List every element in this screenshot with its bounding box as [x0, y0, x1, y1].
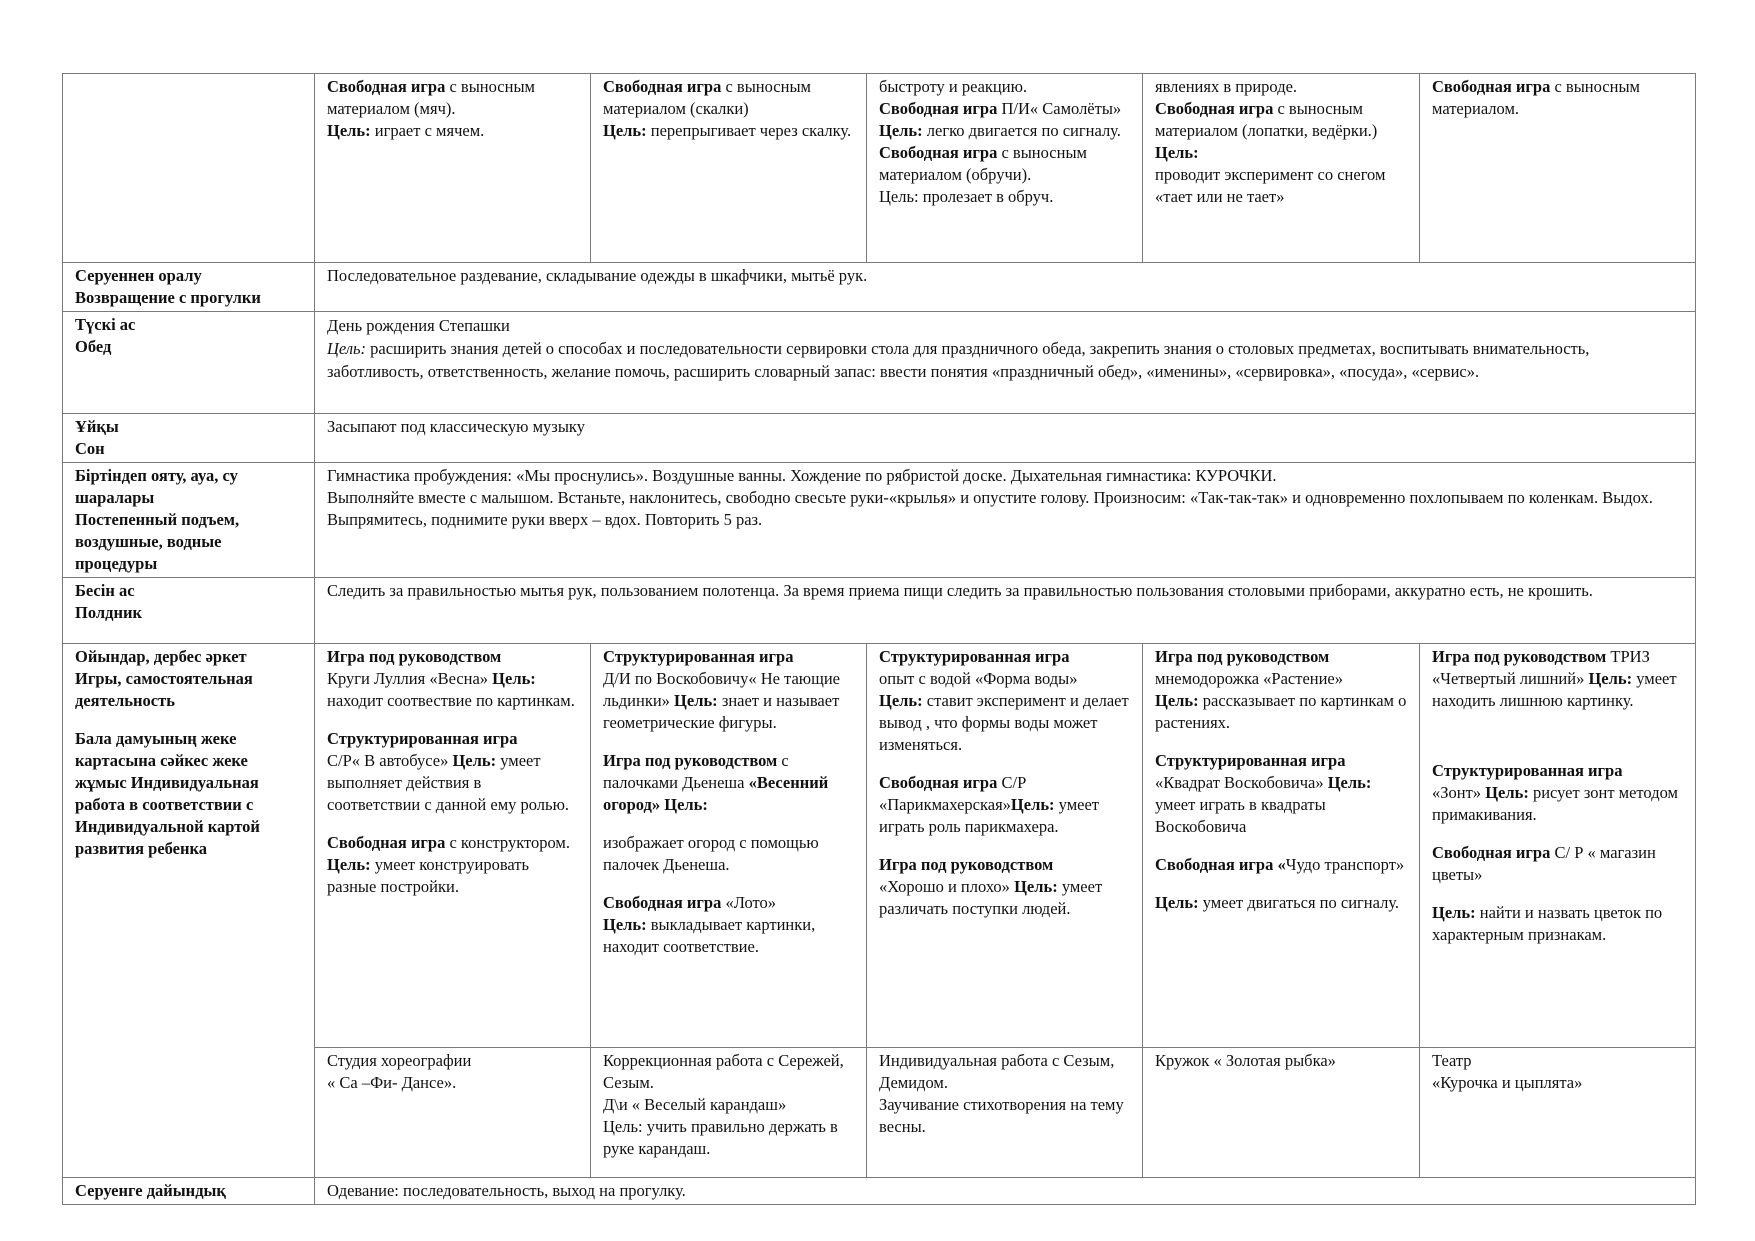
activity-text: ТРИЗ «Четвертый лишний» [1432, 647, 1650, 688]
cell-walk-mon [315, 74, 591, 263]
activity-text: Д\и « Веселый карандаш» [603, 1095, 787, 1114]
activity-type: Свободная игра [879, 773, 998, 792]
activity-text: с конструктором. [445, 833, 571, 852]
row-label-empty [63, 74, 315, 263]
goal-label: Цель: [879, 691, 923, 710]
cell-indiv-wed [867, 1048, 1143, 1178]
row-walk-continued [63, 74, 1696, 263]
activity-text: с выносным материалом (лопатки, ведёрки.) [1155, 99, 1378, 140]
goal-label: Цель: [492, 669, 536, 688]
goal-label: Цель: [327, 121, 371, 140]
goal-text: расширить знания детей о способах и последовательности сервировки стола для праздничного обеда, закрепить знания о столовых предметах, воспитывать внимательность, заботливость, ответственность, желание помочь, расширить словарный запас: ввести понятия «праздничный обед», «именины», «сервировка», «посуда», «сервис». [327, 339, 1590, 381]
row-content [315, 1178, 1696, 1205]
goal-text: ставит эксперимент и делает вывод , что формы воды может изменяться. [879, 691, 1129, 754]
activity-type: Свободная игра [1432, 77, 1551, 96]
activity-type: Структурированная игра [327, 729, 518, 748]
activity-text: опыт с водой «Форма воды» [879, 669, 1078, 688]
label-kazakh: Түскі ас [75, 315, 136, 334]
goal-text: рисует зонт методом примакивания. [1432, 783, 1678, 824]
row-label [63, 578, 315, 644]
label-kazakh: Бесін ас [75, 581, 135, 600]
activity-text: мнемодорожка «Растение» [1155, 669, 1344, 688]
activity-text: Чудо транспорт» [1285, 855, 1405, 874]
activity-text: «Лото» [721, 893, 777, 912]
activity-text: С/Р« В автобусе» [327, 751, 453, 770]
goal-label: Цель: [327, 339, 367, 358]
activity-text: Студия хореографии [327, 1051, 472, 1070]
row-prep-walk [63, 1178, 1696, 1205]
label-russian: Сон [75, 439, 105, 458]
goal-label: Цель: [1155, 893, 1199, 912]
cell-indiv-tue [591, 1048, 867, 1178]
label-kazakh: Ойындар, дербес әркет [75, 647, 247, 666]
goal-label: Цель: [327, 855, 371, 874]
activity-type: Структурированная игра [1155, 751, 1346, 770]
daily-plan-table [62, 73, 1696, 1205]
activity-text: П/И« Самолёты» [997, 99, 1122, 118]
label-russian: Постепенный подъем, воздушные, водные процедуры [75, 510, 240, 573]
activity-text: «Хорошо и плохо» [879, 877, 1015, 896]
goal-text: рассказывает по картинкам о растениях. [1155, 691, 1407, 732]
label-kazakh: Серуенге дайындық [75, 1181, 226, 1200]
goal-label: Цель: [1155, 143, 1199, 162]
cell-games-fri [1420, 644, 1696, 1048]
label-russian: Возвращение с прогулки [75, 288, 261, 307]
label-russian: Полдник [75, 603, 142, 622]
activity-text: «Квадрат Воскобовича» [1155, 773, 1328, 792]
row-sleep [63, 414, 1696, 463]
goal-label: «Весенний огород» Цель: [603, 773, 829, 814]
row-text: Следить за правильностью мытья рук, пользованием полотенца. За время приема пищи следить за правильностью пользования столовыми приборами, аккуратно есть, не крошить. [327, 581, 1593, 600]
row-games [63, 644, 1696, 1048]
cell-walk-thu [1143, 74, 1420, 263]
cell-walk-fri [1420, 74, 1696, 263]
row-label [63, 263, 315, 312]
goal-label: Цель: [1010, 795, 1055, 814]
row-return-from-walk [63, 263, 1696, 312]
row-label [63, 312, 315, 414]
activity-type: Игра под руководством [603, 751, 778, 770]
activity-type: Структурированная игра [603, 647, 794, 666]
activity-text: Кружок « Золотая рыбка» [1155, 1051, 1336, 1070]
row-content [315, 463, 1696, 578]
goal-label: Цель: [879, 121, 923, 140]
goal-label: Цель: [603, 121, 647, 140]
activity-text: с выносным материалом (мяч). [327, 77, 535, 118]
activity-text: с выносным материалом (скалки) [603, 77, 811, 118]
activity-type: Свободная игра [603, 77, 722, 96]
lunch-title: День рождения Степашки [327, 316, 510, 335]
activity-text: Д/И по Воскобовичу« Не тающие льдинки» [603, 669, 840, 710]
row-label [63, 1178, 315, 1205]
goal-text: проводит эксперимент со снегом «тает или не тает» [1155, 165, 1386, 206]
goal-text: умеет играть в квадраты Воскобовича [1155, 795, 1326, 836]
label-kazakh: Серуеннен оралу [75, 266, 202, 285]
cell-indiv-thu [1143, 1048, 1420, 1178]
activity-type: Свободная игра [1155, 99, 1274, 118]
activity-text: с выносным материалом. [1432, 77, 1640, 118]
activity-text: Коррекционная работа с Сережей, Сезым. [603, 1051, 844, 1092]
activity-type: Игра под руководством [879, 855, 1054, 874]
activity-type: Игра под руководством [327, 647, 502, 666]
activity-type: Свободная игра « [1155, 855, 1286, 874]
row-lunch [63, 312, 1696, 414]
activity-type: Свободная игра [327, 833, 446, 852]
activity-text: с выносным материалом (обручи). [879, 143, 1087, 184]
cell-games-tue [591, 644, 867, 1048]
activity-text: «Курочка и цыплята» [1432, 1073, 1583, 1092]
goal-text: выкладывает картинки, находит соответствие. [603, 915, 816, 956]
row-content [315, 263, 1696, 312]
activity-type: Свободная игра [879, 143, 998, 162]
row-text: Выполняйте вместе с малышом. Встаньте, наклонитесь, свободно свесьте руки-«крылья» и опустите голову. Произносим: «Так-так-так» и одновременно похлопываем по коленкам. Выдох. Выпрямитесь, поднимите руки вверх – вдох. Повторить 5 раз. [327, 488, 1653, 529]
cell-games-wed [867, 644, 1143, 1048]
activity-text: Театр [1432, 1051, 1472, 1070]
goal-text: изображает огород с помощью палочек Дьенеша. [603, 833, 819, 874]
row-content [315, 312, 1696, 414]
cell-walk-wed [867, 74, 1143, 263]
row-text: Одевание: последовательность, выход на прогулку. [327, 1181, 686, 1200]
goal-text: умеет играть роль парикмахера. [879, 795, 1100, 836]
cell-indiv-mon [315, 1048, 591, 1178]
activity-text: С/ Р « магазин цветы» [1432, 843, 1656, 884]
goal-label: Цель: [1327, 773, 1372, 792]
row-wake-up [63, 463, 1696, 578]
label-russian: Игры, самостоятельная деятельность [75, 669, 253, 710]
goal-text: Цель: пролезает в обруч. [879, 187, 1054, 206]
label-kazakh: Ұйқы [75, 417, 119, 436]
cell-games-mon [315, 644, 591, 1048]
activity-text: явлениях в природе. [1155, 77, 1298, 96]
goal-text: найти и назвать цветок по характерным признакам. [1432, 903, 1663, 944]
activity-text: с палочками Дьенеша [603, 751, 789, 792]
goal-text: знает и называет геометрические фигуры. [603, 691, 840, 732]
label-kazakh: Біртіндеп ояту, ауа, су шаралары [75, 466, 238, 507]
goal-text: Цель: учить правильно держать в руке карандаш. [603, 1117, 838, 1158]
activity-text: Индивидуальная работа с Сезым, Демидом. [879, 1051, 1115, 1092]
activity-type: Свободная игра [879, 99, 998, 118]
row-snack [63, 578, 1696, 644]
goal-label: Цель: [452, 751, 497, 770]
goal-label: Цель: [674, 691, 718, 710]
activity-type: Структурированная игра [1432, 761, 1623, 780]
activity-type: Игра под руководством [1432, 647, 1607, 666]
row-content [315, 578, 1696, 644]
goal-label: Цель: [1155, 691, 1199, 710]
row-content [315, 414, 1696, 463]
goal-text: умеет находить лишнюю картинку. [1432, 669, 1677, 710]
activity-type: Свободная игра [603, 893, 722, 912]
goal-text: легко двигается по сигналу. [922, 121, 1121, 140]
activity-text: Заучивание стихотворения на тему весны. [879, 1095, 1124, 1136]
activity-text: « Са –Фи- Дансе». [327, 1073, 457, 1092]
row-text: Засыпают под классическую музыку [327, 417, 585, 436]
activity-type: Игра под руководством [1155, 647, 1330, 666]
goal-label: Цель: [1014, 877, 1058, 896]
goal-text: умеет двигаться по сигналу. [1198, 893, 1400, 912]
goal-label: Цель: [1588, 669, 1633, 688]
goal-label: Цель: [1485, 783, 1529, 802]
cell-games-thu [1143, 644, 1420, 1048]
activity-type: Структурированная игра [879, 647, 1070, 666]
goal-label: Цель: [1432, 903, 1476, 922]
row-label [63, 414, 315, 463]
activity-text: С/Р «Парикмахерская» [879, 773, 1027, 814]
goal-text: умеет конструировать разные постройки. [327, 855, 530, 896]
goal-text: умеет выполняет действия в соответствии с данной ему ролью. [327, 751, 570, 814]
cell-indiv-fri [1420, 1048, 1696, 1178]
goal-text: находит соотвествие по картинкам. [327, 691, 575, 710]
row-label [63, 644, 315, 1178]
activity-type: Свободная игра [327, 77, 446, 96]
goal-label: Цель: [603, 915, 647, 934]
row-text: Гимнастика пробуждения: «Мы проснулись». Воздушные ванны. Хождение по рябристой доске. Дыхательная гимнастика: КУРОЧКИ. [327, 466, 1277, 485]
activity-text: быстроту и реакцию. [879, 77, 1028, 96]
activity-text: Круги Луллия «Весна» [327, 669, 493, 688]
row-text: Последовательное раздевание, складывание одежды в шкафчики, мытьё рук. [327, 266, 868, 285]
label-individual-work: Бала дамуының жеке картасына сәйкес жеке жұмыс Индивидуальная работа в соответствии с Индивидуальной картой развития ребенка [75, 729, 260, 858]
row-label [63, 463, 315, 578]
goal-text: перепрыгивает через скалку. [646, 121, 852, 140]
activity-type: Свободная игра [1432, 843, 1551, 862]
activity-text: «Зонт» [1432, 783, 1486, 802]
goal-text: играет с мячем. [370, 121, 485, 140]
label-russian: Обед [75, 337, 112, 356]
cell-walk-tue [591, 74, 867, 263]
goal-text: умеет различать поступки людей. [879, 877, 1103, 918]
